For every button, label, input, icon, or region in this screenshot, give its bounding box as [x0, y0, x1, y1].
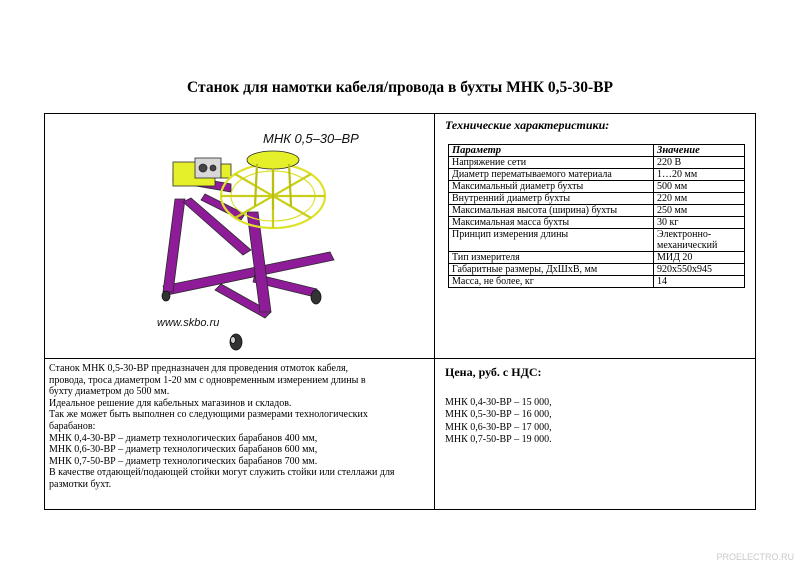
- wheel-left: [162, 291, 170, 301]
- value-cell: Электронно- механический: [654, 229, 745, 252]
- table-row: [449, 205, 745, 217]
- watermark: PROELECTRO.RU: [716, 552, 794, 562]
- table-row: [449, 217, 745, 229]
- specs-header-row: [449, 145, 745, 157]
- parameter-cell: Масса, не более, кг: [449, 276, 654, 288]
- price-item: МНК 0,6-30-ВР – 17 000,: [445, 421, 552, 433]
- table-row: [449, 169, 745, 181]
- wheel-back: [311, 290, 321, 304]
- value-cell: 1…20 мм: [654, 169, 745, 181]
- specs-body: [449, 157, 745, 288]
- header-parameter: Параметр: [449, 145, 654, 157]
- value-cell: 30 кг: [654, 217, 745, 229]
- description-line: МНК 0,4-30-ВР – диаметр технологических барабанов 400 мм,: [49, 432, 318, 444]
- row-divider: [45, 358, 755, 359]
- value-cell: 920х550х945: [654, 264, 745, 276]
- model-label: МНК 0,5–30–ВР: [263, 131, 359, 146]
- table-row: [449, 276, 745, 288]
- parameter-cell: Максимальная масса бухты: [449, 217, 654, 229]
- value-cell: 220 В: [654, 157, 745, 169]
- price-item: МНК 0,4-30-ВР – 15 000,: [445, 397, 552, 408]
- description-line: Станок МНК 0,5-30-ВР предназначен для проведения отмоток кабеля,: [49, 363, 349, 374]
- description-line: В качестве отдающей/подающей стойки могут служить стойки или стеллажи для: [49, 467, 395, 479]
- winding-reel: [221, 151, 325, 228]
- website-label: www.skbo.ru: [157, 317, 220, 329]
- price-heading: Цена, руб. с НДС:: [445, 365, 542, 379]
- description: [49, 363, 429, 491]
- value-cell: 14: [654, 276, 745, 288]
- machine-illustration: [45, 114, 434, 358]
- parameter-cell: Принцип измерения длины: [449, 229, 654, 252]
- table-row: [449, 157, 745, 169]
- description-line: МНК 0,7-50-ВР – диаметр технологических барабанов 700 мм.: [49, 455, 318, 467]
- main-table: [44, 113, 756, 510]
- specs-table: [448, 144, 745, 288]
- table-row: [449, 181, 745, 193]
- parameter-cell: Максимальный диаметр бухты: [449, 181, 654, 193]
- value-cell: МИД 20: [654, 252, 745, 264]
- description-line: размотки бухт.: [49, 478, 112, 490]
- header-value: Значение: [654, 145, 745, 157]
- price-list: [445, 397, 552, 446]
- description-line: барабанов:: [49, 420, 96, 432]
- parameter-cell: Напряжение сети: [449, 157, 654, 169]
- price-item: МНК 0,7-50-ВР – 19 000.: [445, 433, 552, 445]
- table-row: [449, 252, 745, 264]
- table-row: [449, 193, 745, 205]
- page-title: Станок для намотки кабеля/провода в бухты МНК 0,5-30-ВР: [187, 79, 613, 96]
- parameter-cell: Диаметр перематываемого материала: [449, 169, 654, 181]
- wheel-front-2: [231, 337, 236, 344]
- value-cell: 220 мм: [654, 193, 745, 205]
- parameter-cell: Габаритные размеры, ДхШхВ, мм: [449, 264, 654, 276]
- price-item: МНК 0,5-30-ВР – 16 000,: [445, 409, 552, 421]
- description-line: бухту диаметром до 500 мм.: [49, 386, 170, 398]
- table-row: [449, 229, 745, 252]
- description-line: провода, троса диаметром 1-20 мм с одновременным измерением длины в: [49, 374, 366, 386]
- parameter-cell: Тип измерителя: [449, 252, 654, 264]
- value-cell: 250 мм: [654, 205, 745, 217]
- specs-heading: Технические характеристики:: [445, 118, 610, 132]
- description-line: Так же может быть выполнен со следующими размерами технологических: [49, 409, 368, 421]
- table-row: [449, 264, 745, 276]
- parameter-cell: Максимальная высота (ширина) бухты: [449, 205, 654, 217]
- parameter-cell: Внутренний диаметр бухты: [449, 193, 654, 205]
- value-cell: 500 мм: [654, 181, 745, 193]
- description-line: МНК 0,6-30-ВР – диаметр технологических барабанов 600 мм,: [49, 444, 318, 456]
- column-divider: [434, 114, 435, 509]
- description-line: Идеальное решение для кабельных магазинов и складов.: [49, 397, 292, 409]
- measuring-head: [173, 158, 231, 186]
